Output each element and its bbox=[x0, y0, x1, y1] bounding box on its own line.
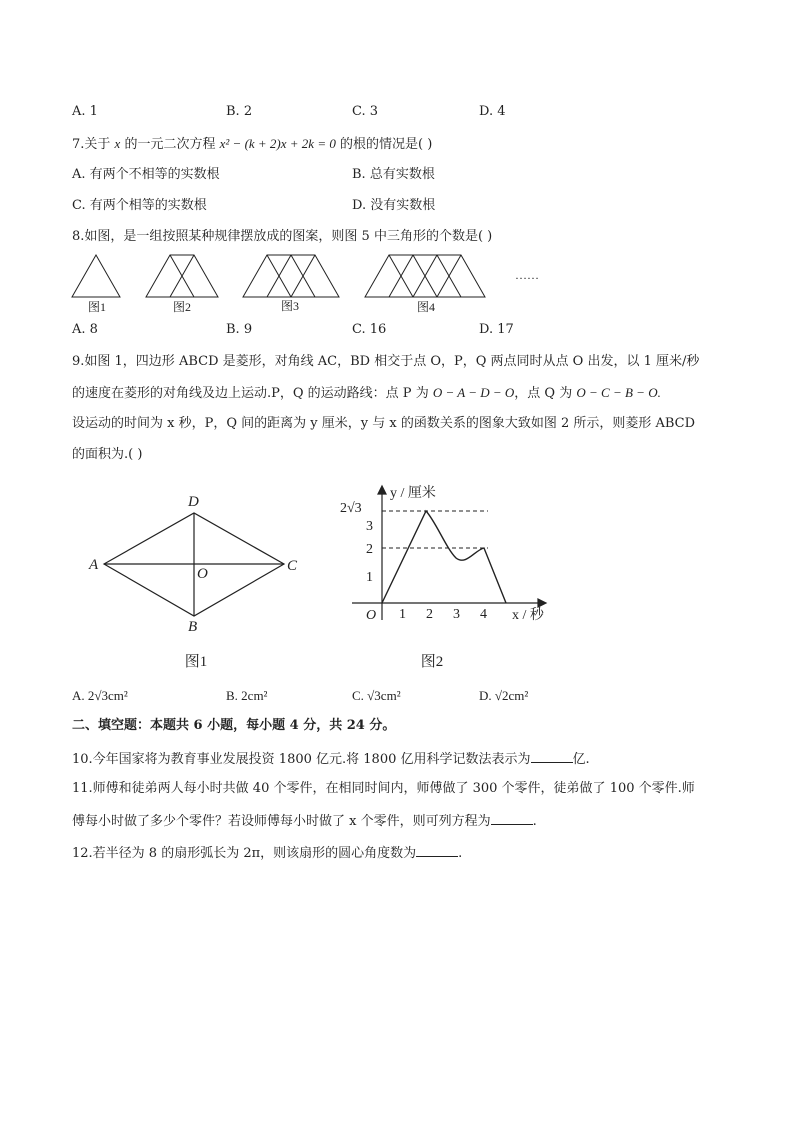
q8-stem: 8.如图，是一组按照某种规律摆放成的图案，则图 5 中三角形的个数是( ) bbox=[72, 229, 493, 244]
q6-option-b: B. 2 bbox=[226, 104, 253, 119]
q9-line2-a: 的速度在菱形的对角线及边上运动. bbox=[72, 386, 272, 401]
center-o-label: O bbox=[197, 566, 208, 582]
q8-fig1-shape bbox=[72, 255, 120, 297]
vertex-b-label: B bbox=[188, 619, 198, 635]
y-axis-label: y / 厘米 bbox=[390, 486, 436, 501]
q9-fig1-rhombus bbox=[84, 486, 304, 672]
y-tick-3: 3 bbox=[366, 519, 373, 534]
x-tick-1: 1 bbox=[399, 607, 406, 622]
fig1-caption: 图1 bbox=[184, 654, 208, 670]
x-tick-4: 4 bbox=[480, 607, 487, 622]
y-tick-1: 1 bbox=[366, 570, 373, 585]
q9-line2-b: P，Q 的运动路线：点 P 为 bbox=[271, 386, 429, 401]
q12-answer-blank[interactable] bbox=[416, 844, 458, 857]
q7-option-a: A. 有两个不相等的实数根 bbox=[72, 167, 220, 182]
section-heading-fill-in: 二、填空题：本题共 6 小题，每小题 4 分，共 24 分。 bbox=[72, 718, 396, 733]
q9-line4: 的面积为.( ) bbox=[72, 447, 143, 462]
y-of-x-curve bbox=[382, 511, 506, 603]
q9-option-c: C. √3cm² bbox=[352, 688, 401, 703]
x-axis-arrow bbox=[538, 599, 546, 607]
q7-prefix: 7.关于 bbox=[72, 137, 111, 152]
y-tick-2sqrt3: 2√3 bbox=[340, 501, 362, 516]
q12-stem bbox=[72, 844, 462, 862]
q7-var: x bbox=[114, 136, 121, 151]
vertex-c-label: C bbox=[287, 558, 298, 574]
q8-fig4-label: 图4 bbox=[416, 300, 436, 314]
q11-line1: 11.师傅和徒弟两人每小时共做 40 个零件，在相同时间内，师傅做了 300 个零件，徒弟做了 100 个零件.师 bbox=[72, 781, 695, 796]
x-axis-label: x / 秒 bbox=[512, 608, 544, 623]
q9-line1: 9.如图 1，四边形 ABCD 是菱形，对角线 AC，BD 相交于点 O，P，Q 两点同时从点 O 出发，以 1 厘米/秒 bbox=[72, 354, 700, 369]
q7-mid: 的一元二次方程 bbox=[124, 137, 216, 152]
q12-text-b: . bbox=[458, 846, 463, 861]
q10-answer-blank[interactable] bbox=[531, 750, 573, 763]
q8-fig2-shape bbox=[146, 255, 218, 297]
origin-label: O bbox=[366, 608, 377, 623]
q8-fig1-label: 图1 bbox=[87, 300, 107, 314]
q9-line2-c: ，点 Q 为 bbox=[514, 386, 573, 401]
y-axis-arrow bbox=[378, 486, 386, 494]
q9-option-a: A. 2√3cm² bbox=[72, 688, 128, 703]
q9-line2 bbox=[72, 385, 661, 402]
q8-option-d: D. 17 bbox=[479, 322, 514, 337]
q6-option-a: A. 1 bbox=[72, 104, 98, 119]
q7-option-d: D. 没有实数根 bbox=[352, 198, 436, 213]
q9-option-b: B. 2cm² bbox=[226, 688, 268, 703]
q8-fig2-label: 图2 bbox=[172, 300, 192, 314]
vertex-a-label: A bbox=[89, 557, 99, 573]
q8-option-c: C. 16 bbox=[352, 322, 387, 337]
q9-option-d: D. √2cm² bbox=[479, 688, 529, 703]
q8-fig3-label: 图3 bbox=[280, 299, 300, 313]
q6-option-c: C. 3 bbox=[352, 104, 379, 119]
q11-line2-a: 傅每小时做了多少个零件？若设师傅每小时做了 x 个零件，则可列方程为 bbox=[72, 814, 491, 829]
q11-line2 bbox=[72, 812, 537, 830]
q10-stem bbox=[72, 750, 590, 768]
q10-text-a: 10.今年国家将为教育事业发展投资 1800 亿元.将 1800 亿用科学记数法表示为 bbox=[72, 752, 531, 767]
q9-fig2-graph bbox=[332, 482, 562, 672]
q11-answer-blank[interactable] bbox=[491, 812, 533, 825]
vertex-d-label: D bbox=[188, 494, 199, 510]
q7-option-c: C. 有两个相等的实数根 bbox=[72, 198, 207, 213]
q8-option-b: B. 9 bbox=[226, 322, 253, 337]
fig2-caption: 图2 bbox=[420, 654, 444, 670]
q8-ellipsis: …… bbox=[515, 268, 539, 282]
q12-text-a: 12.若半径为 8 的扇形弧长为 2π，则该扇形的圆心角度数为 bbox=[72, 846, 417, 861]
q8-option-a: A. 8 bbox=[72, 322, 98, 337]
q8-fig3-shape bbox=[243, 255, 339, 297]
q7-option-b: B. 总有实数根 bbox=[352, 167, 435, 182]
q7-equation: x² − (k + 2)x + 2k = 0 bbox=[219, 136, 336, 151]
q8-fig4-shape bbox=[365, 255, 485, 297]
q9-line3: 设运动的时间为 x 秒，P，Q 间的距离为 y 厘米，y 与 x 的函数关系的图象大致如图 2 所示，则菱形 ABCD bbox=[72, 416, 696, 431]
q9-path-p: O − A − D − O bbox=[432, 385, 515, 400]
q7-suffix: 的根的情况是( ) bbox=[340, 137, 433, 152]
x-tick-3: 3 bbox=[453, 607, 460, 622]
q6-option-d: D. 4 bbox=[479, 104, 506, 119]
q9-path-q: O − C − B − O. bbox=[576, 385, 661, 400]
y-tick-2: 2 bbox=[366, 542, 373, 557]
q11-line2-b: . bbox=[532, 814, 537, 829]
x-tick-2: 2 bbox=[426, 607, 433, 622]
q10-text-b: 亿. bbox=[572, 752, 590, 767]
q8-figures bbox=[0, 0, 794, 330]
